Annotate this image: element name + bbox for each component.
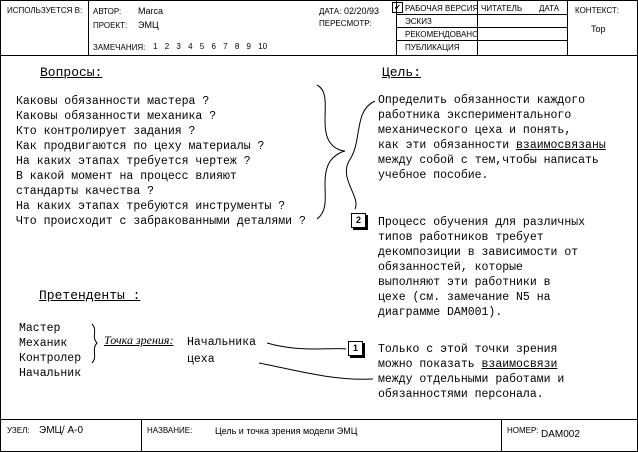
note-1-line: можно показать взаимосвязи <box>378 358 558 371</box>
candidate-item: Начальник <box>19 367 82 380</box>
author-label: АВТОР: <box>93 7 122 16</box>
note-2-line: обязанностей, которые <box>378 261 523 274</box>
number-label: НОМЕР: <box>507 426 539 435</box>
candidate-item: Мастер <box>19 322 61 335</box>
note-number: 10 <box>258 42 268 51</box>
footer-divider <box>501 419 502 451</box>
node-label: УЗЕЛ: <box>7 426 30 435</box>
project-label: ПРОЕКТ: <box>93 21 128 30</box>
date-label: ДАТА: <box>319 7 342 16</box>
status-recommended[interactable]: РЕКОМЕНДОВАНО <box>405 30 479 39</box>
note-2-line: декомпозиции в зависимости от <box>378 246 579 259</box>
reader-date-label: ДАТА <box>539 4 560 13</box>
candidate-item: Механик <box>19 337 68 350</box>
status-check-icon[interactable]: ✔ <box>392 2 403 13</box>
used-in-label: ИСПОЛЬЗУЕТСЯ В: <box>7 6 83 15</box>
goal-line: как эти обязанности взаимосвязаны <box>378 139 606 152</box>
question-item: На каких этапах требуются инструменты ? <box>16 200 286 213</box>
viewpoint-label: Точка зрения: <box>104 333 174 347</box>
note-1-line: между отдельными работами и <box>378 373 565 386</box>
footer-divider <box>141 419 142 451</box>
note-number: 2 <box>164 42 170 51</box>
date-value: 02/20/93 <box>344 6 380 16</box>
note-number: 5 <box>199 42 205 51</box>
note-1-underlined-word: взаимосвязи <box>481 358 558 371</box>
goal-note2-squiggle <box>346 101 375 209</box>
note-2-line: типов работников требует <box>378 231 544 244</box>
footer-top-border <box>1 419 637 420</box>
name-label: НАЗВАНИЕ: <box>147 426 193 435</box>
goal-line: Определить обязанности каждого <box>378 94 586 107</box>
note-2-badge: 2 <box>351 213 366 228</box>
project-value: ЭМЦ <box>138 20 159 30</box>
note-2-line: диаграмме DAM001). <box>378 306 503 319</box>
status-draft[interactable]: ЭСКИЗ <box>405 17 432 26</box>
node-value: ЭМЦ/ А-0 <box>39 425 84 436</box>
note-2-line: цехе (см. замечание N5 на <box>378 291 551 304</box>
status-working-version[interactable]: РАБОЧАЯ ВЕРСИЯ <box>405 4 479 13</box>
note-2-line: выполняют эти работники в <box>378 276 551 289</box>
context-label: КОНТЕКСТ: <box>575 6 619 15</box>
reader-label: ЧИТАТЕЛЬ <box>481 4 523 13</box>
question-item: Что происходит с забракованными деталями ? <box>16 215 306 228</box>
goal-line: работника экспериментального <box>378 109 572 122</box>
status-publication[interactable]: ПУБЛИКАЦИЯ <box>405 43 460 52</box>
review-label: ПЕРЕСМОТР: <box>319 19 372 28</box>
goal-title: Цель: <box>382 65 422 80</box>
viewpoint-value-line1: Начальника <box>187 336 257 349</box>
note-1-line: Только с этой точки зрения <box>378 343 558 356</box>
number-value: DAM002 <box>541 429 580 440</box>
note-1-badge: 1 <box>348 341 363 356</box>
note1-tail-curve <box>259 363 373 379</box>
note-number: 8 <box>234 42 240 51</box>
candidates-title: Претенденты : <box>39 288 141 303</box>
question-item: На каких этапах требуется чертеж ? <box>16 155 251 168</box>
context-value: Top <box>591 24 606 34</box>
viewpoint-value-line2: цеха <box>187 353 215 366</box>
note-1-line: обязанностями персонала. <box>378 388 544 401</box>
goal-line: механического цеха и понять, <box>378 124 572 137</box>
question-item: В какой момент на процесс влияют <box>16 170 237 183</box>
notes-label: ЗАМЕЧАНИЯ: <box>93 43 146 52</box>
question-item: Кто контролирует задания ? <box>16 125 196 138</box>
goal-line: учебное пособие. <box>378 169 489 182</box>
diagram-connectors <box>1 1 637 451</box>
questions-title: Вопросы: <box>40 65 103 80</box>
question-item: Каковы обязанности механика ? <box>16 110 217 123</box>
question-item: стандарты качества ? <box>16 185 155 198</box>
note-number: 6 <box>211 42 216 51</box>
goal-line: между собой с тем,чтобы написать <box>378 154 599 167</box>
name-value: Цель и точка зрения модели ЭМЦ <box>215 426 358 436</box>
note-number: 4 <box>188 42 193 51</box>
note-number: 3 <box>176 42 181 51</box>
author-value: Marca <box>138 6 164 16</box>
note-number: 7 <box>223 42 228 51</box>
goal-underlined-word: взаимосвязаны <box>516 139 606 152</box>
note-number: 9 <box>246 42 251 51</box>
candidates-brace <box>92 324 97 363</box>
question-item: Каковы обязанности мастера ? <box>16 95 210 108</box>
question-item: Как продвигаются по цеху материалы ? <box>16 140 265 153</box>
candidate-item: Контролер <box>19 352 82 365</box>
questions-brace <box>317 85 345 219</box>
note-2-line: Процесс обучения для различных <box>378 216 586 229</box>
viewpoint-note1-curve <box>267 343 346 349</box>
note-number: 1 <box>153 42 158 51</box>
